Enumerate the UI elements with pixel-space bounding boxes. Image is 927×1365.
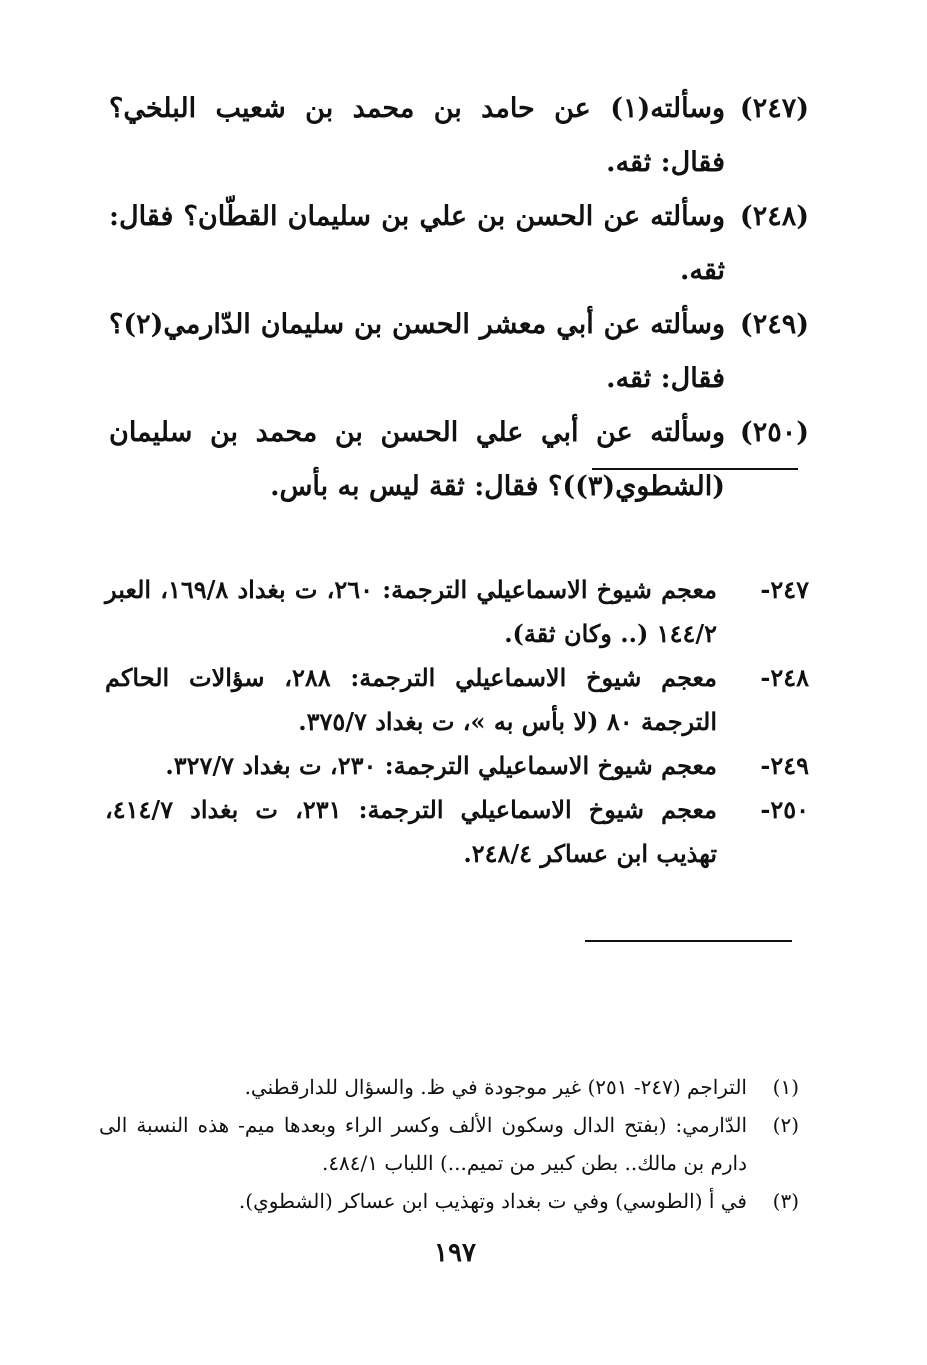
entries-section <box>109 82 809 514</box>
footnote-1 <box>99 1068 799 1106</box>
source-note-248 <box>105 656 809 744</box>
footnote-number: (٣) <box>772 1189 799 1213</box>
source-text: معجم شيوخ الاسماعيلي الترجمة: ٢٣١، ت بغداد ٤١٤/٧، تهذيب ابن عساكر ٢٤٨/٤. <box>105 795 717 868</box>
source-number: ٢٥٠- <box>760 795 809 824</box>
footnote-2 <box>99 1106 799 1182</box>
entry-number: (٢٤٧) <box>739 93 809 124</box>
source-text: معجم شيوخ الاسماعيلي الترجمة: ٢٨٨، سؤالات الحاكم الترجمة ٨٠ (لا بأس به »، ت بغداد ٣٧٥/٧. <box>105 663 717 736</box>
footnote-3 <box>99 1182 799 1220</box>
separator-rule <box>585 940 792 942</box>
entry-text: وسألته عن أبي معشر الحسن بن سليمان الدّارمي(٢)؟ فقال: ثقه. <box>109 309 725 394</box>
footnotes-section <box>99 1068 799 1220</box>
entry-text: وسألته عن أبي علي الحسن بن محمد بن سليمان (الشطوي(٣))؟ فقال: ثقة ليس به بأس. <box>109 417 725 502</box>
source-text: معجم شيوخ الاسماعيلي الترجمة: ٢٦٠، ت بغداد ١٦٩/٨، العبر ١٤٤/٢ (.. وكان ثقة). <box>105 575 717 648</box>
source-note-249 <box>105 744 809 788</box>
footnote-text: في أ (الطوسي) وفي ت بغداد وتهذيب ابن عساكر (الشطوي). <box>238 1189 747 1213</box>
entry-text: وسألته(١) عن حامد بن محمد بن شعيب البلخي؟ فقال: ثقه. <box>109 93 725 178</box>
entry-number: (٢٤٩) <box>739 309 809 340</box>
entry-249 <box>109 298 809 406</box>
source-note-247 <box>105 568 809 656</box>
source-number: ٢٤٧- <box>760 575 809 604</box>
source-text: معجم شيوخ الاسماعيلي الترجمة: ٢٣٠، ت بغداد ٣٢٧/٧. <box>165 751 717 780</box>
footnote-number: (١) <box>772 1075 799 1099</box>
page-number: ١٩٧ <box>434 1238 476 1268</box>
source-note-250 <box>105 788 809 876</box>
entry-250 <box>109 406 809 514</box>
source-number: ٢٤٩- <box>760 751 809 780</box>
footnote-text: التراجم (٢٤٧- ٢٥١) غير موجودة في ظ. والسؤال للدارقطني. <box>244 1075 747 1099</box>
entry-number: (٢٥٠) <box>739 417 809 448</box>
separator-rule <box>592 468 798 470</box>
footnote-text: الدّارمي: (بفتح الدال وسكون الألف وكسر الراء وبعدها ميم- هذه النسبة الى دارم بن مالك.. بطن كبير من تميم...) اللباب ٤٨٤/١. <box>99 1113 747 1175</box>
sources-section <box>105 568 809 876</box>
entry-text: وسألته عن الحسن بن علي بن سليمان القطّان؟ فقال: ثقه. <box>109 201 725 286</box>
source-number: ٢٤٨- <box>760 663 809 692</box>
footnote-number: (٢) <box>772 1113 799 1137</box>
entry-248 <box>109 190 809 298</box>
entry-number: (٢٤٨) <box>739 201 809 232</box>
entry-247 <box>109 82 809 190</box>
